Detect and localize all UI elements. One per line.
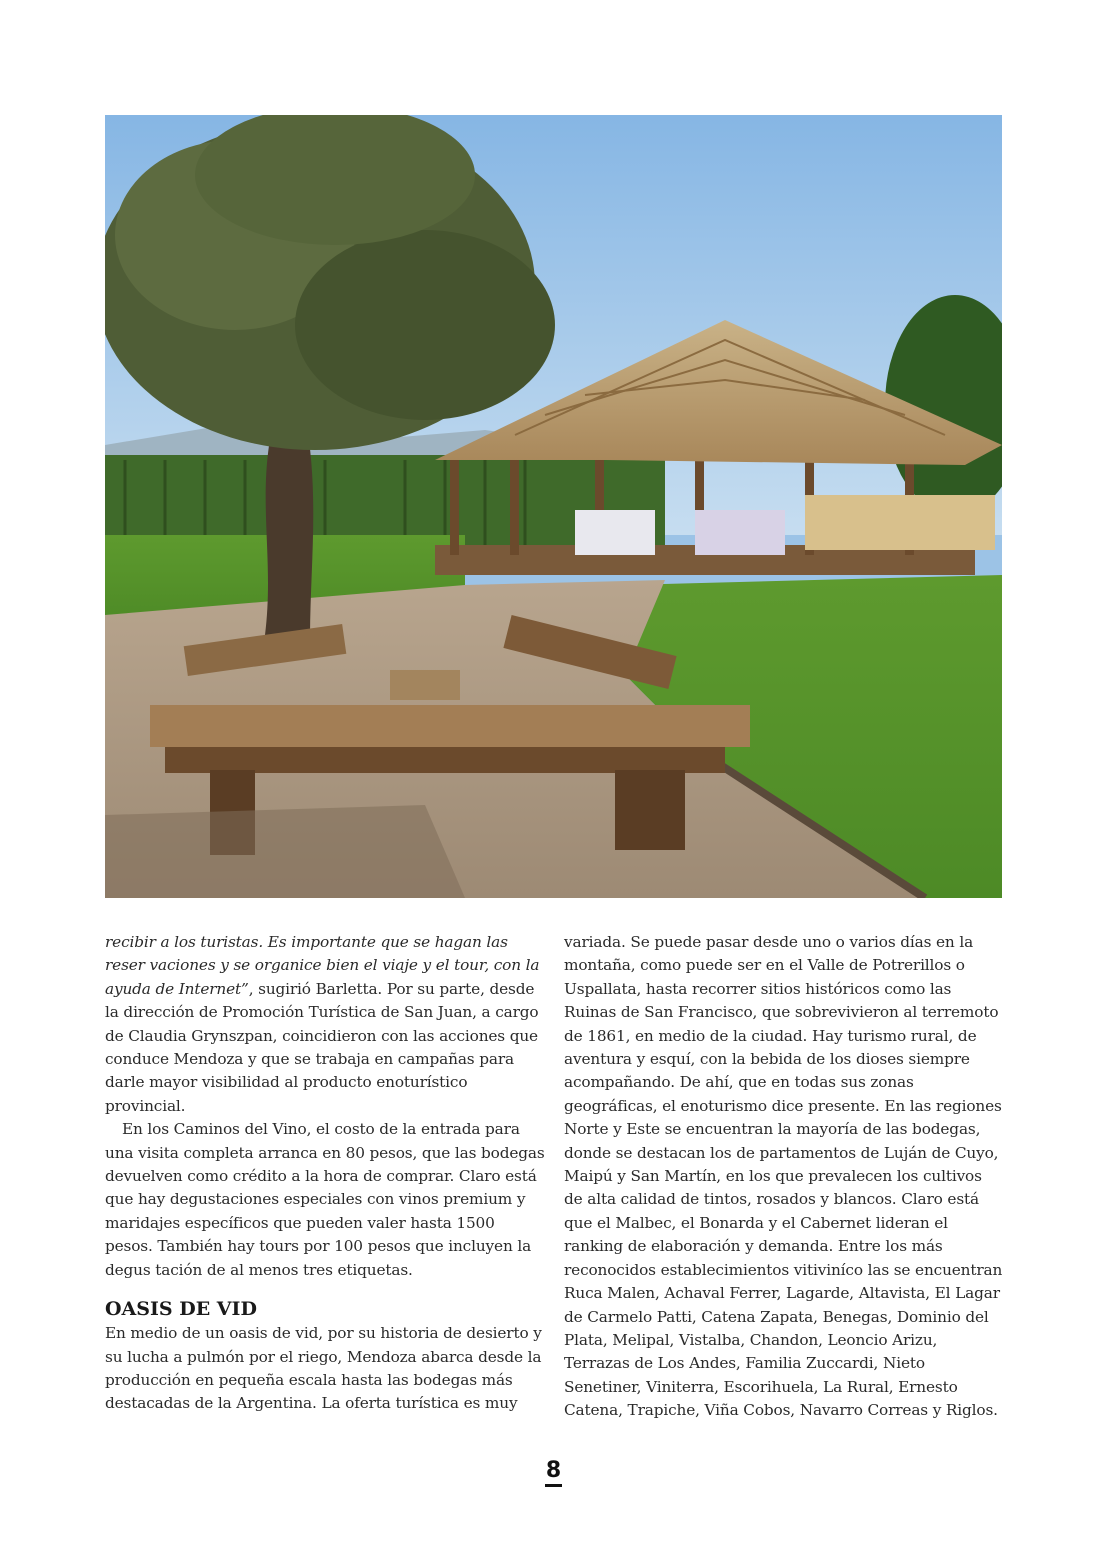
vineyard-photo	[105, 115, 1002, 898]
quote-attribution: , sugirió Barletta. Por su parte, desde la dirección de Promoción Turística de San Juan, a cargo de Claudia Grynszpan, coincidieron con las acciones que conduce Mendoza y que se trabaja en campañas para darle mayor visibilidad al producto enoturístico provincial.	[105, 979, 539, 1115]
left-paragraph-1	[105, 931, 545, 1118]
left-paragraph-2: En los Caminos del Vino, el costo de la entrada para una visita completa arranca en 80 pesos, que las bodegas devuelven como crédito a la hora de comprar. Claro está que hay degustaciones especiales con vinos premium y maridajes específicos que pueden valer hasta 1500 pesos. También hay tours por 100 pesos que incluyen la degus tación de al menos tres etiquetas.	[105, 1120, 545, 1279]
left-paragraph-3: En medio de un oasis de vid, por su historia de desierto y su lucha a pulmón por el riego, Mendoza abarca desde la producción en pequeña escala hasta las bodegas más destacadas de la Argentina. La oferta turística es muy	[105, 1324, 542, 1413]
right-column	[564, 931, 1004, 1423]
page-number-value: 8	[545, 1458, 562, 1487]
bench-shadow	[105, 805, 465, 898]
left-column	[105, 931, 545, 1416]
table-lavender	[695, 510, 785, 555]
page-number	[0, 1458, 1107, 1487]
quote-italic: recibir a los turistas. Es importante que se hagan las reser vaciones y se organice bien el viaje y el tour, con la ayuda de Internet”	[105, 933, 540, 998]
section-heading: OASIS DE VID	[105, 1298, 257, 1321]
table-white	[575, 510, 655, 555]
bamboo-fence	[805, 495, 995, 550]
right-paragraph-1: variada. Se puede pasar desde uno o varios días en la montaña, como puede ser en el Valle de Potrerillos o Uspallata, hasta recorrer sitios históricos como las Ruinas de San Francisco, que sobrevivieron al terremoto de 1861, en medio de la ciudad. Hay turismo rural, de aventura y esquí, con la bebida de los dioses siempre acompañando. De ahí, que en todas sus zonas geográficas, el enoturismo dice presente. En las regiones Norte y Este se encuentran la mayoría de las bodegas, donde se destacan los de partamentos de Luján de Cuyo, Maipú y San Martín, en los que prevalecen los cultivos de alta calidad de tintos, rosados y blancos. Claro está que el Malbec, el Bonarda y el Cabernet lideran el ranking de elaboración y demanda. Entre los más reconocidos establecimientos vitiviníco las se encuentran Ruca Malen, Achaval Ferrer, Lagarde, Altavista, El Lagar de Carmelo Patti, Catena Zapata, Benegas, Dominio del Plata, Melipal, Vistalba, Chandon, Leoncio Arizu, Terrazas de Los Andes, Familia Zuccardi, Nieto Senetiner, Viniterra, Escorihuela, La Rural, Ernesto Catena, Trapiche, Viña Cobos, Navarro Correas y Riglos.	[564, 933, 1003, 1420]
vineyard-illustration	[105, 115, 1002, 898]
